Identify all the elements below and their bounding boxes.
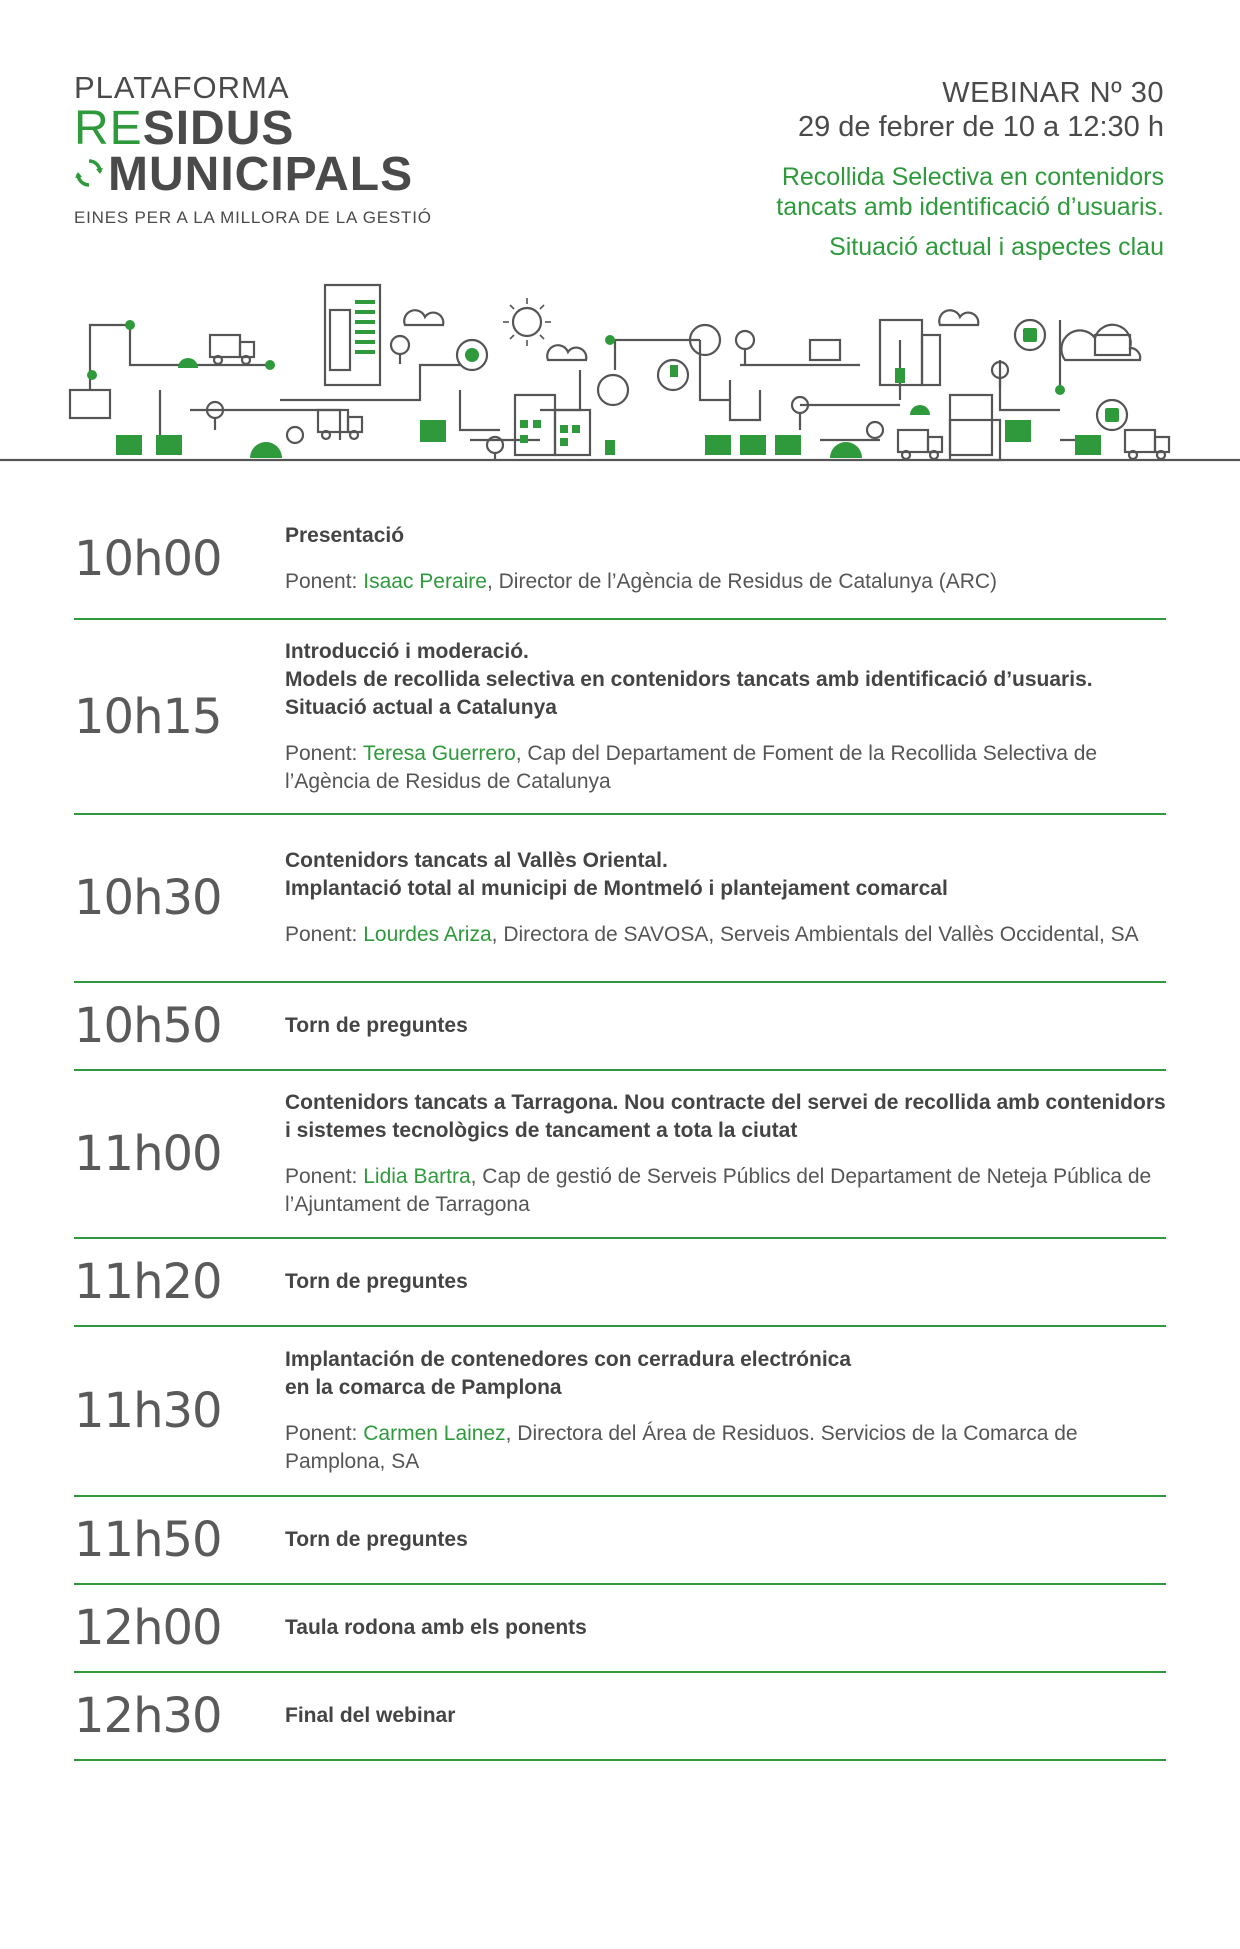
agenda-speaker — [285, 921, 1166, 949]
speaker-affiliation: , Cap del Departament de Foment de la Recollida Selectiva de l’Agència de Residus de Catalunya — [285, 741, 1098, 793]
agenda-time: 11h20 — [74, 1254, 222, 1310]
agenda-item — [74, 1239, 1166, 1327]
logo-municipals-text: MUNICIPALS — [108, 148, 414, 201]
agenda-item — [74, 1673, 1166, 1761]
webinar-subtitle: Situació actual i aspectes clau — [829, 233, 1164, 261]
agenda-speaker — [285, 1420, 1166, 1476]
agenda-time: 10h15 — [74, 688, 222, 745]
agenda-list — [74, 500, 1166, 1761]
agenda-item — [74, 983, 1166, 1071]
city-recycling-illustration — [0, 280, 1240, 465]
agenda-content — [285, 1504, 1166, 1576]
agenda-time: 12h00 — [74, 1600, 222, 1656]
speaker-name: Carmen Lainez — [363, 1422, 506, 1445]
agenda-time: 10h30 — [74, 870, 222, 926]
agenda-content — [285, 1592, 1166, 1664]
agenda-content — [285, 1324, 1166, 1498]
agenda-content — [285, 1067, 1166, 1241]
speaker-name: Isaac Peraire — [363, 570, 487, 593]
speaker-name: Lourdes Ariza — [363, 923, 492, 946]
speaker-affiliation: , Directora del Área de Residuos. Servicios de la Comarca de Pamplona, SA — [285, 1422, 1078, 1473]
agenda-title: Final del webinar — [285, 1704, 456, 1727]
webinar-title-line1: Recollida Selectiva en contenidors — [781, 163, 1164, 191]
agenda-item — [74, 1497, 1166, 1585]
speaker-prefix: Ponent: — [285, 741, 363, 765]
logo-re: RE — [74, 102, 143, 155]
agenda-speaker — [285, 740, 1166, 796]
agenda-speaker — [285, 568, 1166, 596]
webinar-number: WEBINAR Nº 30 — [942, 77, 1164, 109]
agenda-content — [285, 1246, 1166, 1318]
speaker-name: Teresa Guerrero — [362, 741, 516, 765]
logo-tagline: EINES PER A LA MILLORA DE LA GESTIÓ — [74, 208, 432, 227]
agenda-time: 10h00 — [74, 531, 222, 587]
agenda-item — [74, 620, 1166, 815]
webinar-title-line2: tancats amb identificació d’usuaris. — [776, 193, 1164, 221]
agenda-title: Contenidors tancats a Tarragona. Nou contracte del servei de recollida amb contenidors i sistemes tecnològics de tancament a tota la ciutat — [285, 1091, 1166, 1142]
logo-line-plataforma: PLATAFORMA — [74, 70, 290, 105]
agenda-content — [285, 1680, 1166, 1752]
agenda-item — [74, 1327, 1166, 1497]
agenda-speaker — [285, 1163, 1166, 1219]
speaker-affiliation: , Directora de SAVOSA, Serveis Ambientals del Vallès Occidental, SA — [491, 923, 1139, 946]
speaker-affiliation: , Cap de gestió de Serveis Públics del Departament de Neteja Pública de l’Ajuntament de Tarragona — [285, 1165, 1152, 1216]
agenda-title: Torn de preguntes — [285, 1014, 468, 1037]
recycle-icon — [74, 157, 104, 193]
speaker-prefix: Ponent: — [285, 1165, 364, 1188]
speaker-prefix: Ponent: — [285, 570, 364, 593]
logo-line-residus — [74, 102, 474, 155]
logo-line-municipals — [74, 148, 474, 201]
agenda-title: Implantación de contenedores con cerradura electrónica en la comarca de Pamplona — [285, 1348, 852, 1399]
webinar-title — [644, 162, 1164, 222]
agenda-time: 12h30 — [74, 1688, 222, 1744]
agenda-time: 11h30 — [74, 1383, 222, 1439]
agenda-item — [74, 815, 1166, 983]
agenda-content — [285, 616, 1166, 818]
webinar-date: 29 de febrer de 10 a 12:30 h — [797, 111, 1164, 143]
agenda-content — [285, 500, 1166, 618]
agenda-title: Contenidors tancats al Vallès Oriental. Implantació total al municipi de Montmeló i plantejament comarcal — [285, 849, 948, 900]
agenda-title: Presentació — [285, 524, 405, 547]
agenda-item — [74, 1585, 1166, 1673]
webinar-header — [644, 76, 1164, 262]
speaker-name: Lidia Bartra — [363, 1165, 471, 1188]
agenda-title: Torn de preguntes — [285, 1528, 468, 1551]
logo — [74, 70, 474, 228]
speaker-affiliation: , Director de l’Agència de Residus de Catalunya (ARC) — [486, 570, 998, 593]
speaker-prefix: Ponent: — [285, 923, 364, 946]
agenda-item — [74, 1071, 1166, 1239]
agenda-content — [285, 990, 1166, 1062]
agenda-title: Introducció i moderació. Models de recollida selectiva en contenidors tancats amb identificació d’usuaris. Situació actual a Catalunya — [285, 639, 1093, 719]
logo-sidus: SIDUS — [142, 102, 295, 155]
agenda-content — [285, 825, 1166, 971]
agenda-title: Torn de preguntes — [285, 1270, 468, 1293]
agenda-time: 11h50 — [74, 1512, 222, 1568]
speaker-prefix: Ponent: — [285, 1422, 364, 1445]
agenda-title: Taula rodona amb els ponents — [285, 1616, 587, 1639]
agenda-time: 11h00 — [74, 1126, 222, 1182]
agenda-time: 10h50 — [74, 998, 222, 1054]
agenda-item — [74, 500, 1166, 620]
